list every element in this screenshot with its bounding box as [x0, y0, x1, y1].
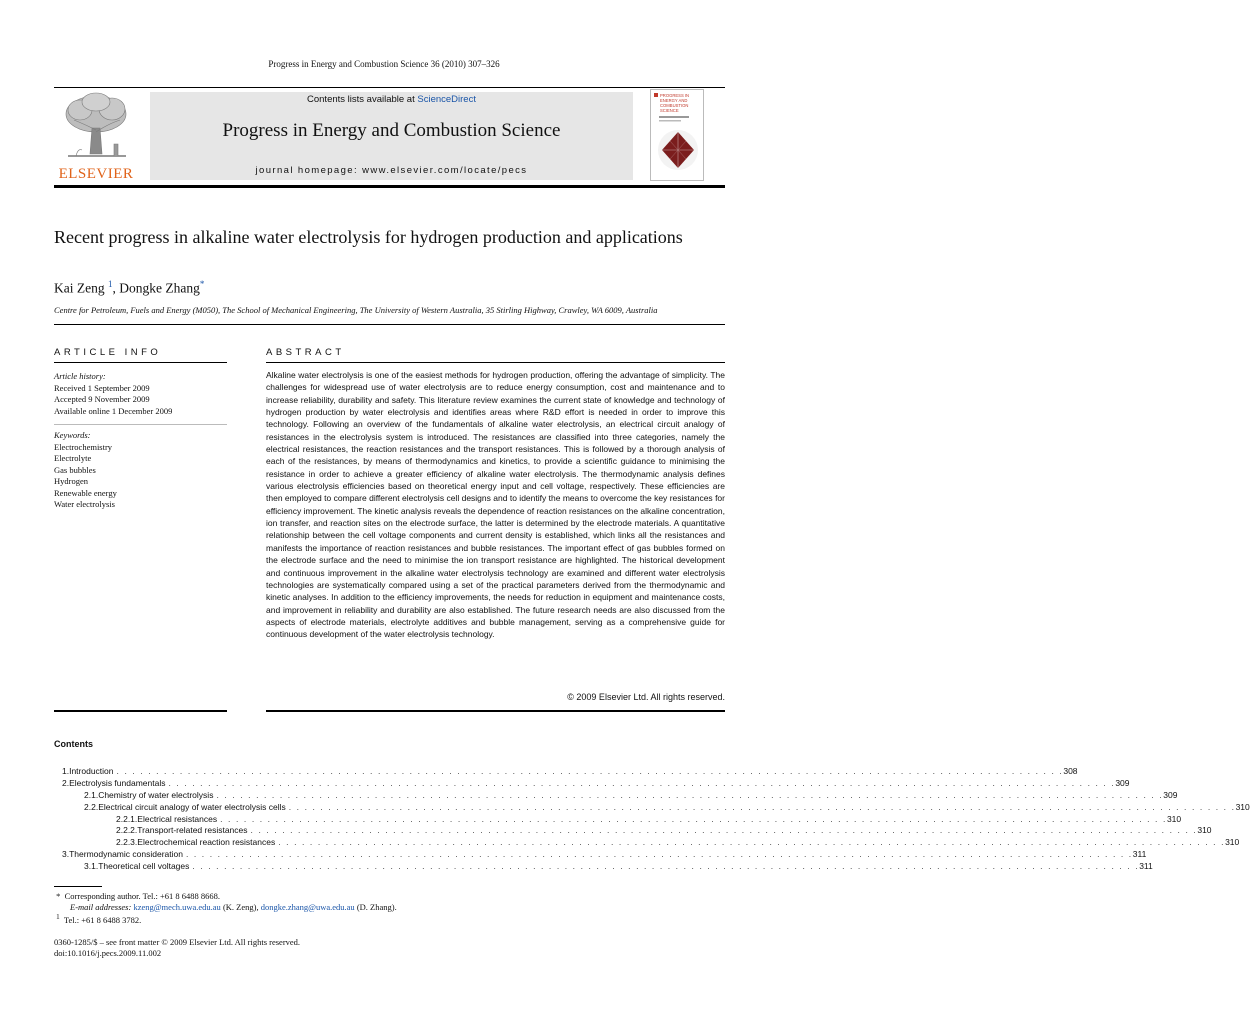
toc-leader-dots: . . . . . . . . . . . . . . . . . . . . . . . . . . . . . . . . . . . . . . . . . . . . . . . . . . . . . . . . . . . . . . . . . . . . . . . . . . . . . . . . . . . . . . . . . . . . . . . . . . . . . . . . . . . . . . . . . . . . . . . .: [220, 813, 1167, 824]
toc-entry[interactable]: [54, 789, 1178, 802]
keyword-item: Electrolyte: [54, 453, 92, 463]
toc-entry-title: Transport-related resistances: [137, 825, 250, 837]
corresponding-author-mark[interactable]: *: [199, 279, 205, 289]
toc-entry-page: 311: [1132, 849, 1147, 860]
toc-entry-page: 310: [1166, 813, 1182, 824]
author-separator: ,: [112, 280, 120, 296]
svg-text:ENERGY AND: ENERGY AND: [660, 98, 688, 103]
corresponding-author-footnote: [54, 891, 725, 902]
footnote-mark: *: [56, 891, 61, 901]
email-owner: (K. Zeng),: [220, 901, 261, 912]
keyword-item: Gas bubbles: [54, 464, 96, 475]
keyword-item: Water electrolysis: [54, 499, 115, 509]
toc-entry-number: 2.2.2.: [116, 825, 138, 836]
contents-prefix: Contents lists available at: [307, 94, 418, 105]
abstract-bottom-rule: [266, 710, 725, 712]
toc-entry-number: 2.2.1.: [116, 813, 138, 824]
history-item: Available online 1 December 2009: [54, 405, 173, 416]
toc-entry-title: Electrochemical reaction resistances: [137, 837, 278, 849]
toc-entry-number: 2.2.3.: [116, 837, 138, 848]
toc-entry-page: 310: [1235, 801, 1250, 812]
toc-entry[interactable]: [54, 825, 1212, 837]
corresponding-author-tel: Corresponding author. Tel.: +61 8 6488 8668.: [64, 891, 221, 901]
email-footnote: [54, 902, 725, 913]
tel-footnote: [54, 912, 725, 925]
toc-entry-page: 311: [1139, 861, 1153, 872]
email-link[interactable]: dongke.zhang@uwa.edu.au: [260, 901, 355, 912]
email-link[interactable]: kzeng@mech.uwa.edu.au: [133, 901, 221, 912]
toc-leader-dots: . . . . . . . . . . . . . . . . . . . . . . . . . . . . . . . . . . . . . . . . . . . . . . . . . . . . . . . . . . . . . . . . . . . . . . . . . . . . . . . . . . . . . . . . . . . . . . . . . . . . . . . . . . . . . . . . . . . . . . . .: [192, 861, 1140, 872]
toc-entry[interactable]: [54, 837, 1240, 849]
header-bottom-rule: [54, 185, 725, 188]
keyword-item: Electrochemistry: [54, 441, 113, 452]
author-name: Kai Zeng: [54, 280, 105, 296]
journal-title: Progress in Energy and Combustion Science: [222, 120, 561, 141]
svg-text:COMBUSTION: COMBUSTION: [660, 103, 689, 108]
toc-leader-dots: . . . . . . . . . . . . . . . . . . . . . . . . . . . . . . . . . . . . . . . . . . . . . . . . . . . . . . . . . . . . . . . . . . . . . . . . . . . . . . . . . . . . . . . . . . . . . . . . . . . . . . . . . . . . . . . . . . . . . . . .: [250, 825, 1198, 836]
abstract-heading: ABSTRACT: [266, 347, 345, 358]
journal-cover-image: [651, 90, 703, 180]
author-affiliation: Centre for Petroleum, Fuels and Energy (M050), The School of Mechanical Engineering, The University of Western Australia, 35 Stirling Highway, Crawley, WA 6009, Australia: [54, 305, 658, 315]
header-top-rule: [54, 87, 725, 88]
journal-cover-thumbnail: [650, 89, 704, 181]
email-owner: (D. Zhang).: [354, 901, 397, 912]
running-head: Progress in Energy and Combustion Science 36 (2010) 307–326: [268, 59, 500, 69]
issn-line: 0360-1285/$ – see front matter © 2009 Elsevier Ltd. All rights reserved.: [54, 937, 301, 947]
toc-leader-dots: . . . . . . . . . . . . . . . . . . . . . . . . . . . . . . . . . . . . . . . . . . . . . . . . . . . . . . . . . . . . . . . . . . . . . . . . . . . . . . . . . . . . . . . . . . . . . . . . . . . . . . . . . . . . . . . . . . . . . . . .: [288, 801, 1236, 812]
toc-entry-page: 309: [1115, 777, 1130, 788]
history-item: Received 1 September 2009: [54, 382, 150, 393]
article-info-bottom-rule: [54, 710, 227, 712]
svg-text:SCIENCE: SCIENCE: [660, 108, 679, 113]
toc-entry-number: 2.2.: [84, 801, 99, 812]
affiliation-footnote-mark[interactable]: 1: [107, 279, 113, 289]
article-title: Recent progress in alkaline water electrolysis for hydrogen production and applications: [54, 227, 683, 247]
toc-entry-title: Theoretical cell voltages: [98, 861, 192, 873]
toc-entry-page: 309: [1163, 789, 1178, 800]
toc-entry-title: Thermodynamic consideration: [69, 849, 186, 861]
keywords-label: Keywords:: [54, 430, 91, 440]
toc-leader-dots: . . . . . . . . . . . . . . . . . . . . . . . . . . . . . . . . . . . . . . . . . . . . . . . . . . . . . . . . . . . . . . . . . . . . . . . . . . . . . . . . . . . . . . . . . . . . . . . . . . . . . . . . . . . . . . . . . . . . . . . .: [185, 849, 1133, 860]
toc-entry-number: 1.: [62, 766, 70, 776]
footnote-rule: [54, 886, 102, 887]
svg-text:PROGRESS IN: PROGRESS IN: [660, 93, 690, 98]
abstract-rule: [266, 362, 725, 363]
footnote-mark: 1: [56, 913, 60, 922]
toc-entry-number: 2.: [62, 777, 70, 788]
toc-entry-title: Introduction: [69, 766, 116, 778]
toc-entry-number: 3.: [62, 849, 70, 860]
toc-entry-number: 2.1.: [84, 789, 99, 800]
abstract-body: Alkaline water electrolysis is one of the easiest methods for hydrogen production, offering the advantage of simplicity. The challenges for widespread use of water electrolysis are to reduce energy consumption, cost and maintenance and to increase reliability, durability and safety. This literature review examines the current state of knowledge and technology of hydrogen production by water electrolysis and identifies areas where R&D effort is needed in order to improve this technology. Following an overview of the fundamentals of alkaline water electrolysis, an electrical circuit analogy of resistances in the electrolysis system is introduced. The resistances are classified into three categories, namely the electrical resistances, the reaction resistances and the transport resistances. This is followed by a thorough analysis of each of the resistances, by means of thermodynamics and kinetics, to provide a scientific guidance to minimising the resistance in order to achieve a greater efficiency of alkaline water electrolysis. The thermodynamic analysis defines various electrolysis efficiencies based on theoretical energy input and cell voltage, respectively. These efficiencies are then employed to compare different electrolysis cell designs and to identify the means to overcome the key resistances for efficiency improvement. The kinetic analysis reveals the dependence of reaction resistances on the alkaline concentration, ion transfer, and reaction sites on the electrode surface, the latter is determined by the electrode materials. A quantitative relationship between the cell voltage components and current density is established, which links all the resistances and manifests the importance of reaction resistances and bubble resistances. The important effect of gas bubbles formed on the electrode surface and the need to minimise the ion transport resistance are highlighted. The historical development and continuous improvement in the alkaline water electrolysis technology are examined and different water electrolysis technologies are systematically compared using a set of the practical parameters derived from the thermodynamic and kinetic analyses. In addition to the efficiency improvements, the needs for reduction in equipment and maintenance costs, and improvement in reliability and durability are also established. The future research needs are also discussed from the aspects of electrode materials, electrolyte additives and bubble management, serving as a comprehensive guide for continuous development of the water electrolysis technology.: [266, 370, 725, 640]
contents-heading: Contents: [54, 739, 93, 749]
article-info-heading: ARTICLE INFO: [54, 347, 162, 358]
keyword-item: Renewable energy: [54, 487, 117, 498]
email-label: E-mail addresses:: [70, 901, 134, 912]
journal-homepage[interactable]: journal homepage: www.elsevier.com/locate/pecs: [255, 165, 528, 176]
toc-leader-dots: . . . . . . . . . . . . . . . . . . . . . . . . . . . . . . . . . . . . . . . . . . . . . . . . . . . . . . . . . . . . . . . . . . . . . . . . . . . . . . . . . . . . . . . . . . . . . . . . . . . . . . . . . . . . . . . . . . . . . . . .: [216, 789, 1164, 800]
contents-available-line: [150, 94, 633, 105]
toc-entry-title: Electrolysis fundamentals: [69, 778, 168, 790]
table-of-contents: [54, 766, 1250, 873]
toc-entry-page: 310: [1197, 825, 1212, 836]
author-name: Dongke Zhang: [119, 280, 200, 296]
toc-entry[interactable]: [54, 849, 1147, 861]
elsevier-wordmark: ELSEVIER: [58, 166, 134, 182]
author-list: [54, 279, 204, 297]
toc-leader-dots: . . . . . . . . . . . . . . . . . . . . . . . . . . . . . . . . . . . . . . . . . . . . . . . . . . . . . . . . . . . . . . . . . . . . . . . . . . . . . . . . . . . . . . . . . . . . . . . . . . . . . . . . . . . . . . . . . . . . . . . .: [168, 777, 1116, 788]
toc-entry[interactable]: [54, 766, 1078, 778]
keywords: [54, 430, 227, 511]
article-history-label: Article history:: [54, 371, 106, 381]
article-history: [54, 371, 227, 417]
toc-entry-page: 308: [1063, 766, 1078, 776]
keyword-item: Hydrogen: [54, 476, 88, 486]
tel-text: Tel.: +61 8 6488 3782.: [63, 915, 142, 926]
toc-entry[interactable]: [54, 861, 1153, 873]
article-info-divider: [54, 424, 227, 425]
affiliation-rule: [54, 324, 725, 325]
toc-leader-dots: . . . . . . . . . . . . . . . . . . . . . . . . . . . . . . . . . . . . . . . . . . . . . . . . . . . . . . . . . . . . . . . . . . . . . . . . . . . . . . . . . . . . . . . . . . . . . . . . . . . . . . . . . . . . . . . . . . . . . . . .: [116, 766, 1064, 776]
elsevier-tree-icon: [54, 90, 138, 166]
sciencedirect-link[interactable]: ScienceDirect: [417, 94, 476, 105]
footnotes: [54, 891, 725, 926]
toc-entry-title: Chemistry of water electrolysis: [98, 790, 216, 802]
toc-entry-number: 3.1.: [84, 861, 99, 872]
toc-entry-title: Electrical circuit analogy of water electrolysis cells: [98, 802, 289, 814]
toc-leader-dots: . . . . . . . . . . . . . . . . . . . . . . . . . . . . . . . . . . . . . . . . . . . . . . . . . . . . . . . . . . . . . . . . . . . . . . . . . . . . . . . . . . . . . . . . . . . . . . . . . . . . . . . . . . . . . . . . . . . . . . . .: [278, 837, 1226, 848]
doi-line[interactable]: doi:10.1016/j.pecs.2009.11.002: [54, 947, 162, 958]
abstract-copyright: © 2009 Elsevier Ltd. All rights reserved.: [567, 692, 725, 702]
history-item: Accepted 9 November 2009: [54, 394, 150, 404]
toc-entry-title: Electrical resistances: [137, 814, 220, 826]
toc-entry[interactable]: [54, 813, 1182, 826]
toc-entry-page: 310: [1225, 837, 1240, 848]
toc-entry[interactable]: [54, 777, 1130, 790]
article-info-rule: [54, 362, 227, 363]
toc-entry[interactable]: [54, 801, 1250, 814]
front-matter: [54, 937, 554, 959]
